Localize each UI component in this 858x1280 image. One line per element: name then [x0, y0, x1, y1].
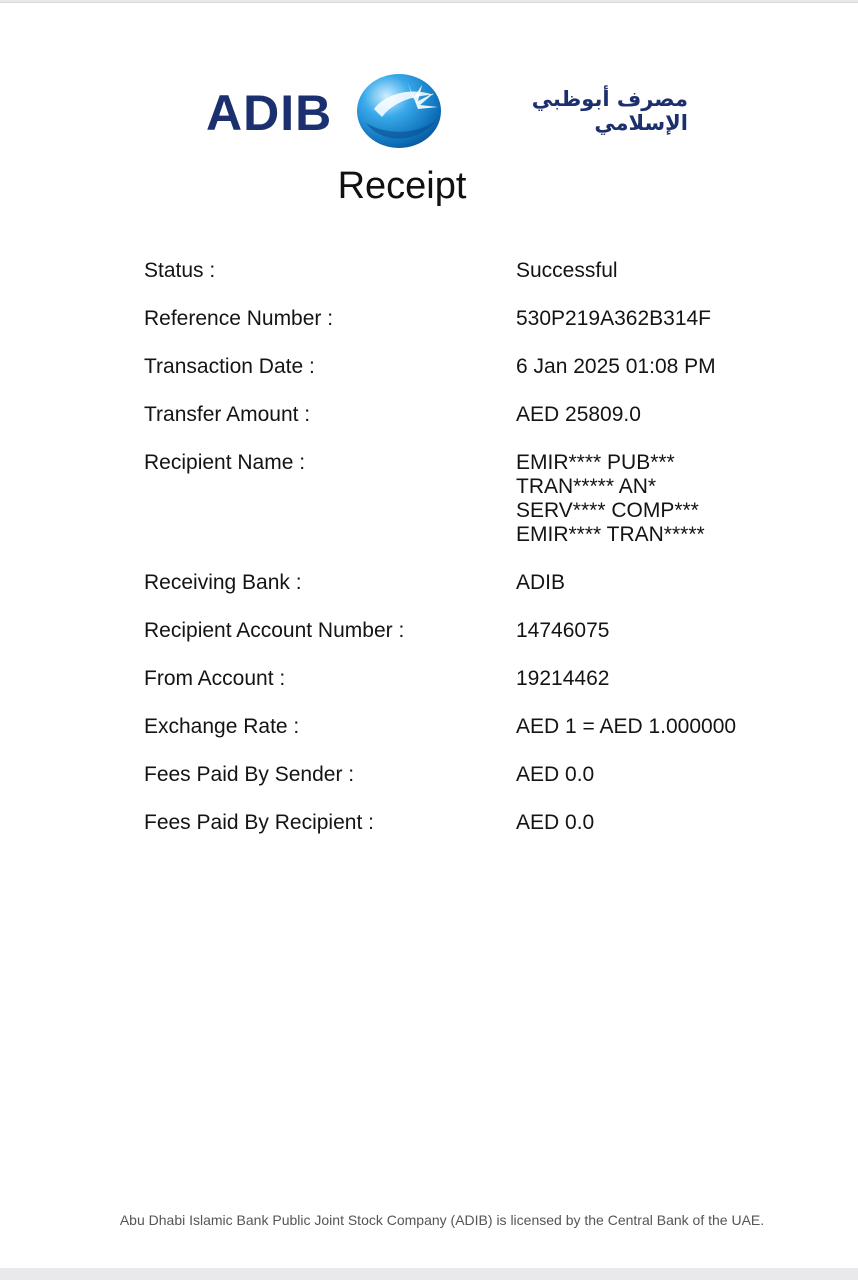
- row-label: Transaction Date :: [144, 355, 315, 378]
- globe-icon: [356, 73, 442, 149]
- row-value: [516, 403, 784, 427]
- logo-wordmark: ADIB: [206, 85, 333, 141]
- row-fees-recipient: [144, 811, 784, 835]
- row-value: [516, 811, 784, 835]
- row-value: [516, 619, 784, 643]
- row-exchange-rate: [144, 715, 784, 739]
- row-status: [144, 259, 784, 283]
- receipt-details: [144, 259, 784, 859]
- logo-arabic-line1: مصرف أبوظبي: [531, 87, 688, 111]
- adib-logo: [206, 73, 696, 153]
- row-value: [516, 355, 784, 379]
- row-value: [516, 451, 784, 547]
- row-receiving-bank: [144, 571, 784, 595]
- row-value: [516, 763, 784, 787]
- row-from-account: [144, 667, 784, 691]
- row-label: From Account :: [144, 667, 286, 690]
- row-label: Transfer Amount :: [144, 403, 311, 426]
- row-value: [516, 259, 784, 283]
- row-label: Recipient Account Number :: [144, 619, 405, 642]
- row-value: [516, 571, 784, 595]
- value-line: 530P219A362B314F: [516, 307, 711, 330]
- row-transaction-date: [144, 355, 784, 379]
- row-label: Fees Paid By Sender :: [144, 763, 355, 786]
- value-line: TRAN***** AN*: [516, 475, 657, 498]
- row-reference-number: [144, 307, 784, 331]
- row-value: [516, 715, 784, 739]
- row-label: Exchange Rate :: [144, 715, 300, 738]
- value-line: AED 0.0: [516, 811, 595, 834]
- row-value: [516, 307, 784, 331]
- value-line: SERV**** COMP***: [516, 499, 699, 522]
- value-line: EMIR**** PUB***: [516, 451, 675, 474]
- value-line: AED 1 = AED 1.000000: [516, 715, 737, 738]
- value-line: 19214462: [516, 667, 610, 690]
- logo-arabic-line2: الإسلامي: [594, 111, 688, 135]
- row-label: Receiving Bank :: [144, 571, 302, 594]
- row-recipient-account-number: [144, 619, 784, 643]
- value-line: 6 Jan 2025 01:08 PM: [516, 355, 716, 378]
- value-line: Successful: [516, 259, 618, 282]
- value-line: 14746075: [516, 619, 610, 642]
- row-label: Status :: [144, 259, 216, 282]
- row-value: [516, 667, 784, 691]
- receipt-page: [0, 2, 858, 1268]
- value-line: AED 0.0: [516, 763, 595, 786]
- row-label: Recipient Name :: [144, 451, 306, 474]
- page-title: Receipt: [337, 165, 467, 207]
- row-transfer-amount: [144, 403, 784, 427]
- row-recipient-name: [144, 451, 784, 547]
- logo-arabic-name: [458, 87, 688, 135]
- row-fees-sender: [144, 763, 784, 787]
- license-footer: Abu Dhabi Islamic Bank Public Joint Stock Company (ADIB) is licensed by the Central Bank of the UAE.: [119, 1212, 765, 1228]
- row-label: Fees Paid By Recipient :: [144, 811, 374, 834]
- value-line: AED 25809.0: [516, 403, 641, 426]
- row-label: Reference Number :: [144, 307, 334, 330]
- value-line: EMIR**** TRAN*****: [516, 523, 705, 546]
- value-line: ADIB: [516, 571, 566, 594]
